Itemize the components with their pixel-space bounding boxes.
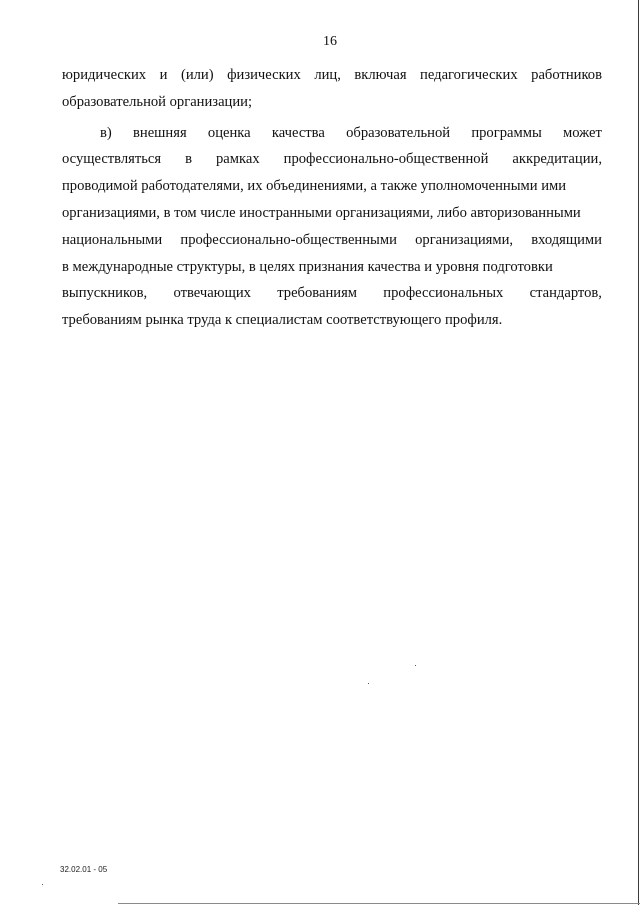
word: организациями, [415, 231, 514, 248]
word: образовательной [346, 124, 451, 141]
word: в) [100, 124, 112, 141]
word: физических [227, 67, 301, 83]
word: программы [471, 124, 542, 141]
text-line [62, 280, 602, 307]
word: профессионально-общественной [283, 151, 489, 168]
word: входящими [531, 231, 602, 248]
line-text: в международные структуры, в целях признания качества и уровня подготовки [62, 258, 553, 275]
word: в [185, 151, 192, 168]
scan-speck [415, 665, 416, 666]
line-text: проводимой работодателями, их объединениями, а также уполномоченными ими [62, 178, 567, 195]
word: стандартов, [529, 285, 602, 302]
text-line [62, 254, 602, 281]
line-text: требованиям рынка труда к специалистам соответствующего профиля. [62, 312, 503, 329]
text-line [62, 62, 602, 89]
text-line [62, 89, 602, 116]
word: осуществляться [62, 151, 162, 168]
word: рамках [216, 151, 260, 168]
paragraph-2 [62, 120, 602, 334]
word: юридических [62, 67, 147, 83]
word: национальными [62, 231, 163, 248]
page-edge-bottom [118, 903, 640, 904]
word: требованиям [277, 285, 358, 302]
word: профессионально-общественными [180, 231, 397, 248]
page-number: 16 [323, 34, 337, 49]
paragraph-1 [62, 62, 602, 116]
word: включая [354, 67, 407, 83]
text-line [62, 200, 602, 227]
text-line [62, 173, 602, 200]
word: внешняя [133, 124, 187, 141]
word: лиц, [314, 67, 341, 83]
document-code: 32.02.01 - 05 [60, 865, 108, 874]
text-line [62, 227, 602, 254]
word: аккредитации, [512, 151, 602, 168]
word: (или) [180, 67, 214, 83]
scan-speck [368, 683, 369, 684]
body-text [62, 62, 602, 334]
word: оценка [207, 124, 251, 141]
word: и [159, 67, 168, 83]
word: отвечающих [173, 285, 251, 302]
line-text: организациями, в том числе иностранными организациями, либо авторизованными [62, 204, 581, 221]
word: педагогических [420, 67, 518, 83]
word: может [563, 124, 602, 141]
scan-speck [42, 884, 43, 885]
line-text: образовательной организации; [62, 93, 253, 110]
text-line [62, 120, 602, 147]
word: работников [531, 67, 602, 83]
word: выпускников, [62, 285, 148, 302]
page-edge-right [638, 0, 639, 905]
word: профессиональных [383, 285, 504, 302]
text-line [62, 307, 602, 334]
text-line [62, 146, 602, 173]
word: качества [271, 124, 325, 141]
